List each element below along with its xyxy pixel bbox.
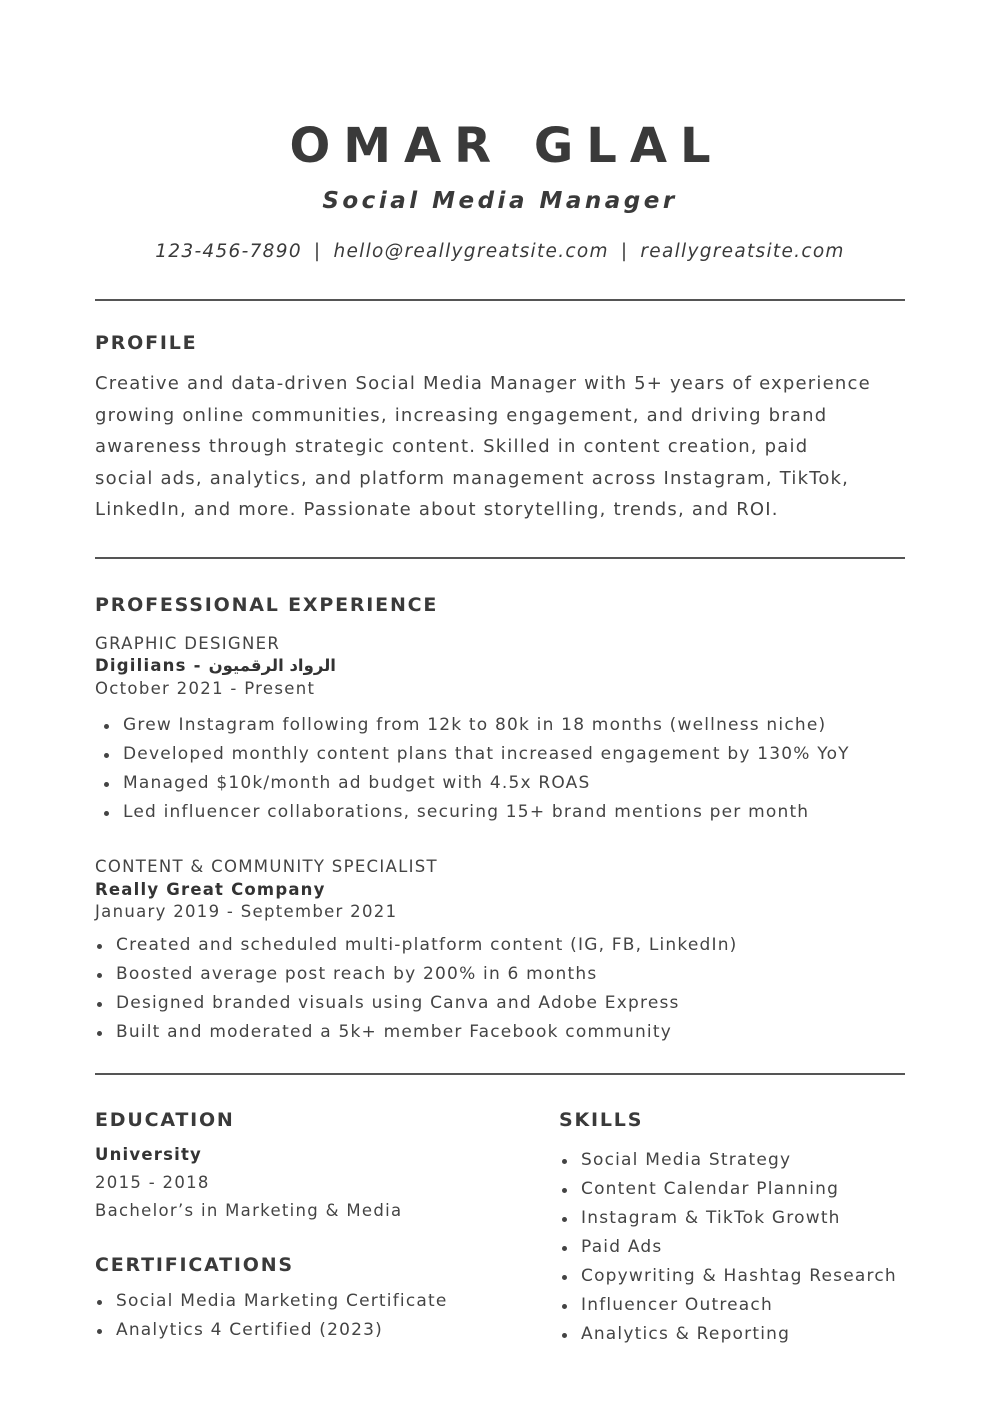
contact-line bbox=[0, 241, 1000, 262]
bullet-dot bbox=[97, 1329, 102, 1334]
list-item bbox=[116, 1316, 448, 1345]
list-item-text: Designed branded visuals using Canva and Adobe Express bbox=[116, 993, 680, 1013]
bullet-dot bbox=[562, 1159, 567, 1164]
certifications-list bbox=[116, 1287, 448, 1345]
job-dates: October 2021 - Present bbox=[95, 679, 316, 698]
bullet-dot bbox=[562, 1333, 567, 1338]
list-item-text: Content Calendar Planning bbox=[581, 1179, 840, 1199]
list-item bbox=[123, 769, 850, 798]
job-role: GRAPHIC DESIGNER bbox=[95, 634, 281, 653]
list-item-text: Created and scheduled multi-platform content (IG, FB, LinkedIn) bbox=[116, 935, 738, 955]
skills-list bbox=[581, 1146, 897, 1349]
bullet-dot bbox=[562, 1304, 567, 1309]
section-divider bbox=[95, 1073, 905, 1075]
bullet-dot bbox=[562, 1217, 567, 1222]
contact-separator: | bbox=[620, 241, 629, 262]
list-item bbox=[581, 1204, 897, 1233]
list-item bbox=[581, 1233, 897, 1262]
skills-heading: SKILLS bbox=[559, 1109, 644, 1131]
bullet-dot bbox=[97, 944, 102, 949]
list-item bbox=[116, 931, 738, 960]
list-item bbox=[123, 798, 850, 827]
school-name: University bbox=[95, 1145, 203, 1164]
bullet-dot bbox=[97, 1300, 102, 1305]
bullet-dot bbox=[97, 1002, 102, 1007]
list-item-text: Social Media Strategy bbox=[581, 1150, 792, 1170]
profile-summary bbox=[95, 368, 915, 526]
list-item-text: Instagram & TikTok Growth bbox=[581, 1208, 841, 1228]
job-achievements bbox=[123, 711, 850, 827]
list-item bbox=[116, 989, 738, 1018]
section-divider bbox=[95, 299, 905, 301]
bullet-dot bbox=[104, 782, 109, 787]
list-item bbox=[581, 1175, 897, 1204]
list-item-text: Paid Ads bbox=[581, 1237, 663, 1257]
list-item bbox=[581, 1291, 897, 1320]
profile-heading: PROFILE bbox=[95, 332, 198, 354]
candidate-name: OMAR GLAL bbox=[289, 118, 724, 174]
list-item bbox=[116, 960, 738, 989]
list-item bbox=[116, 1287, 448, 1316]
list-item-text: Grew Instagram following from 12k to 80k in 18 months (wellness niche) bbox=[123, 715, 827, 735]
list-item-text: Copywriting & Hashtag Research bbox=[581, 1266, 897, 1286]
website-url: reallygreatsite.com bbox=[640, 241, 845, 262]
section-divider bbox=[95, 557, 905, 559]
list-item bbox=[123, 711, 850, 740]
list-item-text: Built and moderated a 5k+ member Facebook community bbox=[116, 1022, 672, 1042]
bullet-dot bbox=[562, 1246, 567, 1251]
degree-name: Bachelor’s in Marketing & Media bbox=[95, 1201, 403, 1220]
job-role: CONTENT & COMMUNITY SPECIALIST bbox=[95, 857, 438, 876]
profile-line: LinkedIn, and more. Passionate about storytelling, trends, and ROI. bbox=[95, 499, 779, 521]
job-achievements bbox=[116, 931, 738, 1047]
bullet-dot bbox=[562, 1188, 567, 1193]
list-item-text: Boosted average post reach by 200% in 6 months bbox=[116, 964, 598, 984]
bullet-dot bbox=[104, 724, 109, 729]
education-heading: EDUCATION bbox=[95, 1109, 235, 1131]
experience-heading: PROFESSIONAL EXPERIENCE bbox=[95, 594, 439, 616]
job-title: Social Media Manager bbox=[322, 188, 678, 214]
bullet-dot bbox=[97, 973, 102, 978]
list-item-text: Analytics 4 Certified (2023) bbox=[116, 1320, 384, 1340]
job-dates: January 2019 - September 2021 bbox=[95, 902, 398, 921]
phone-number: 123-456-7890 bbox=[155, 241, 302, 262]
bullet-dot bbox=[104, 811, 109, 816]
contact-separator: | bbox=[313, 241, 322, 262]
certifications-heading: CERTIFICATIONS bbox=[95, 1254, 294, 1276]
list-item-text: Led influencer collaborations, securing 15+ brand mentions per month bbox=[123, 802, 810, 822]
job-company: Digilians - الرواد الرقميون bbox=[95, 656, 336, 675]
profile-line: Creative and data-driven Social Media Manager with 5+ years of experience bbox=[95, 373, 871, 394]
bullet-dot bbox=[97, 1031, 102, 1036]
bullet-dot bbox=[104, 753, 109, 758]
list-item bbox=[116, 1018, 738, 1047]
list-item-text: Managed $10k/month ad budget with 4.5x ROAS bbox=[123, 773, 591, 793]
list-item bbox=[581, 1320, 897, 1349]
list-item-text: Influencer Outreach bbox=[581, 1295, 773, 1315]
profile-line: social ads, analytics, and platform management across Instagram, TikTok, bbox=[95, 467, 850, 489]
email-address: hello@reallygreatsite.com bbox=[333, 241, 609, 262]
profile-line: awareness through strategic content. Skilled in content creation, paid bbox=[95, 436, 809, 458]
list-item bbox=[123, 740, 850, 769]
list-item-text: Social Media Marketing Certificate bbox=[116, 1291, 448, 1311]
bullet-dot bbox=[562, 1275, 567, 1280]
education-years: 2015 - 2018 bbox=[95, 1173, 210, 1192]
list-item-text: Analytics & Reporting bbox=[581, 1324, 791, 1344]
job-company: Really Great Company bbox=[95, 880, 326, 899]
list-item-text: Developed monthly content plans that increased engagement by 130% YoY bbox=[123, 744, 850, 764]
list-item bbox=[581, 1146, 897, 1175]
list-item bbox=[581, 1262, 897, 1291]
profile-line: growing online communities, increasing engagement, and driving brand bbox=[95, 404, 828, 426]
